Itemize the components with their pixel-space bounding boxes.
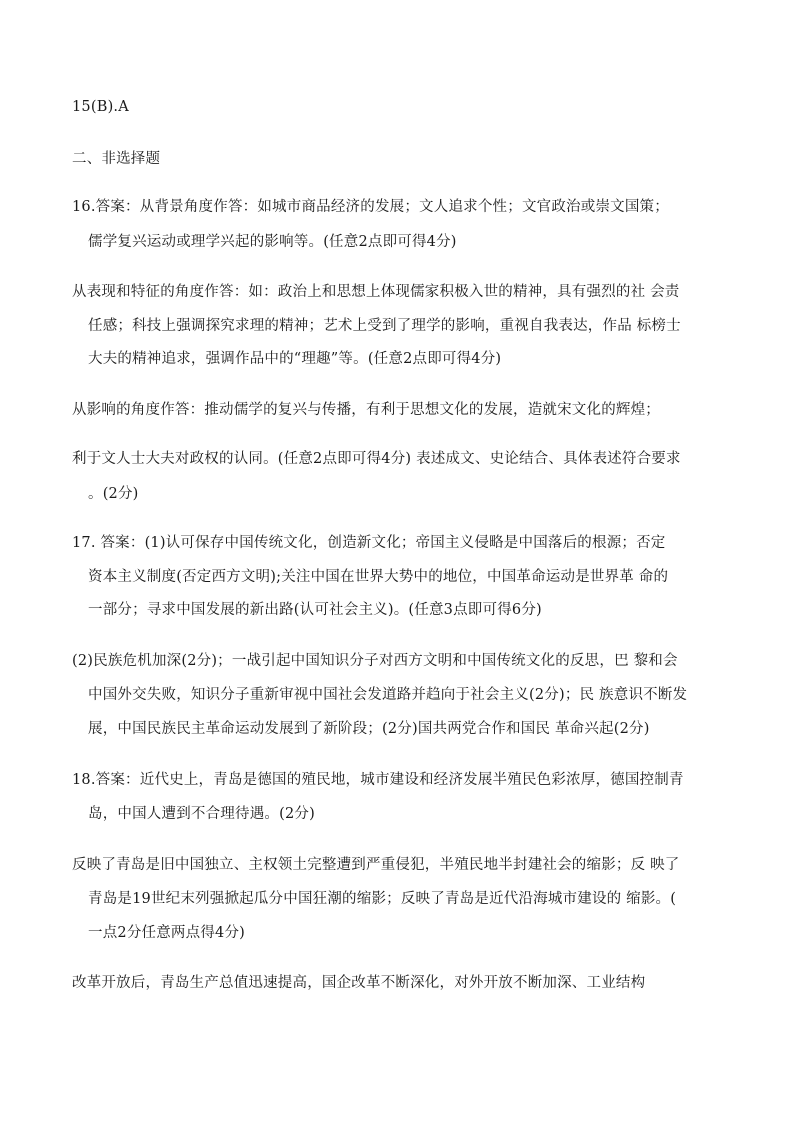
answer-q17-line: 一部分；寻求中国发展的新出路(认可社会主义)。(任意3点即可得6分) bbox=[88, 602, 542, 618]
answer-q18-line: 18.答案：近代史上，青岛是德国的殖民地，城市建设和经济发展半殖民色彩浓厚，德国控制青 bbox=[72, 772, 684, 788]
answer-q16-paragraph-line: 从表现和特征的角度作答：如：政治上和思想上体现儒家积极入世的精神，具有强烈的社 会责 bbox=[72, 284, 680, 300]
answer-q17-paragraph-line: 中国外交失败，知识分子重新审视中国社会发道路并趋向于社会主义(2分)；民 族意识不断发 bbox=[88, 687, 688, 703]
answer-q17-paragraph-line: (2)民族危机加深(2分)；一战引起中国知识分子对西方文明和中国传统文化的反思，巴 黎和会 bbox=[72, 653, 678, 669]
answer-q16-paragraph-line: 任感；科技上强调探究求理的精神；艺术上受到了理学的影响，重视自我表达，作品 标榜士 bbox=[88, 318, 681, 334]
answer-q17-line: 资本主义制度(否定西方文明);关注中国在世界大势中的地位，中国革命运动是世界革 命的 bbox=[88, 569, 669, 585]
answer-q16-paragraph-line: 大夫的精神追求，强调作品中的“理趣”等。(任意2点即可得4分) bbox=[88, 351, 502, 367]
answer-q18-line: 岛，中国人遭到不合理待遇。(2分) bbox=[88, 806, 315, 822]
answer-q17-paragraph-line: 展，中国民族民主革命运动发展到了新阶段；(2分)国共两党合作和国民 革命兴起(2分) bbox=[88, 721, 650, 737]
answer-q17-line: 17. 答案：(1)认可保存中国传统文化，创造新文化；帝国主义侵略是中国落后的根源；否定 bbox=[72, 535, 666, 551]
answer-q16-paragraph-line: 利于文人士大夫对政权的认同。(任意2点即可得4分) 表述成文、史论结合、具体表述符合要求 bbox=[72, 451, 681, 467]
answer-q18-paragraph-line: 改革开放后，青岛生产总值迅速提高，国企改革不断深化，对外开放不断加深、工业结构 bbox=[72, 975, 646, 991]
answer-q16-line: 16.答案：从背景角度作答：如城市商品经济的发展；文人追求个性；文官政治或崇文国策； bbox=[72, 199, 669, 215]
answer-q18-paragraph-line: 反映了青岛是旧中国独立、主权领土完整遭到严重侵犯，半殖民地半封建社会的缩影；反 映了 bbox=[72, 857, 680, 873]
answer-q16-line: 儒学复兴运动或理学兴起的影响等。(任意2点即可得4分) bbox=[88, 234, 457, 250]
answer-q15: 15(B).A bbox=[72, 99, 129, 115]
answer-q16-paragraph-line: 从影响的角度作答：推动儒学的复兴与传播，有利于思想文化的发展，造就宋文化的辉煌； bbox=[72, 402, 660, 418]
answer-q16-paragraph-line: 。(2分) bbox=[88, 486, 139, 502]
answer-q18-paragraph-line: 一点2分任意两点得4分) bbox=[88, 925, 246, 941]
section-heading: 二、非选择题 bbox=[72, 151, 161, 167]
answer-q18-paragraph-line: 青岛是19世纪末列强掀起瓜分中国狂潮的缩影；反映了青岛是近代沿海城市建设的 缩影。( bbox=[88, 891, 677, 907]
